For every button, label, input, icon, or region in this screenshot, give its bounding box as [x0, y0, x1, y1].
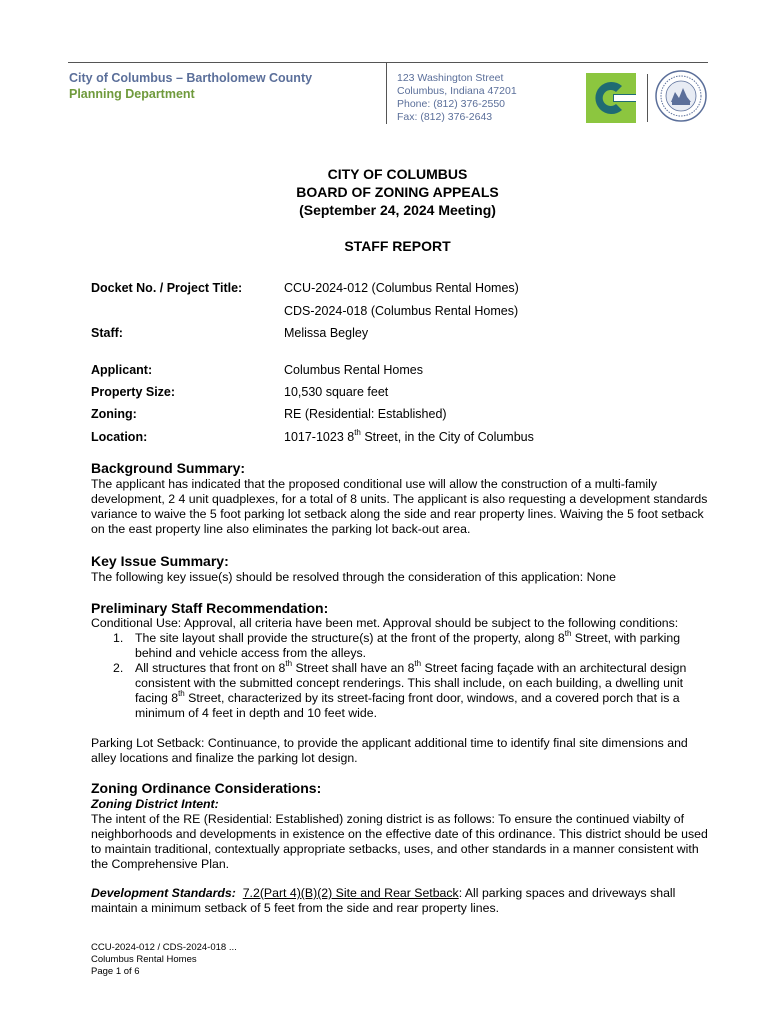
dev-standards-label: Development Standards: — [91, 886, 236, 900]
recommendation-intro: Conditional Use: Approval, all criteria have been met. Approval should be subject to the following conditions: — [91, 616, 679, 630]
district-intent-heading: Zoning District Intent: — [91, 797, 219, 811]
applicant-label: Applicant: — [91, 363, 153, 377]
staff-label: Staff: — [91, 326, 123, 340]
logo-divider — [647, 74, 648, 122]
background-text: The applicant has indicated that the proposed conditional use will allow the construction of a multi-family development, 2 4 unit quadplexes, for a total of 8 units. The applicant is also requesting a development standards variance to waive the 5 foot parking lot setback along the side and rear property lines. Waiving the 5 foot setback on the east property line also eliminates the parking lot back-out area. — [91, 477, 708, 536]
property-size-label: Property Size: — [91, 385, 176, 399]
address-phone: Phone: (812) 376-2550 — [397, 98, 505, 110]
recommendation-heading: Preliminary Staff Recommendation: — [91, 600, 329, 616]
zoning-label: Zoning: — [91, 407, 137, 421]
department-name: Planning Department — [69, 87, 195, 101]
district-intent-text: The intent of the RE (Residential: Established) zoning district is as follows: To ensure the continued viabilty of neighborhoods and developments in existence on the effective date of this ordinance. This district should be used to maintain traditional, contextually appropriate setbacks, uses, and other standards in a manner consistent with the Comprehensive Plan. — [91, 812, 708, 871]
header-divider — [386, 62, 387, 124]
sup: th — [285, 658, 293, 668]
applicant-value: Columbus Rental Homes — [284, 363, 423, 377]
dev-standards-body: : All parking spaces and driveways shall maintain a minimum setback of 5 feet from the side and rear property lines. — [91, 886, 676, 915]
background-heading: Background Summary: — [91, 460, 246, 476]
document-title-report: STAFF REPORT — [344, 238, 451, 254]
development-standards-text — [91, 886, 711, 916]
address-street: 123 Washington Street — [397, 72, 504, 84]
header-address — [397, 72, 517, 124]
condition-number: 1. — [113, 631, 124, 645]
sup: th — [414, 658, 422, 668]
zoning-value: RE (Residential: Established) — [284, 407, 447, 421]
staff-value: Melissa Begley — [284, 326, 369, 340]
location-label: Location: — [91, 430, 148, 444]
key-issue-heading: Key Issue Summary: — [91, 553, 229, 569]
docket-label: Docket No. / Project Title: — [91, 281, 243, 295]
ordinance-heading: Zoning Ordinance Considerations: — [91, 780, 322, 796]
text: Street facing façade with an architectural design consistent with the submitted concept renderings. This shall include, on each building, a dwelling unit facing 8 — [135, 661, 687, 705]
text: Street, characterized by its street-facing front door, windows, and a covered porch that is a minimum of 4 feet in depth and 10 feet wide. — [135, 691, 680, 720]
document-title-meeting: (September 24, 2024 Meeting) — [299, 202, 496, 218]
address-fax: Fax: (812) 376-2643 — [397, 111, 493, 123]
text: All structures that front on 8 — [135, 661, 286, 675]
footer-project: Columbus Rental Homes — [91, 954, 197, 965]
docket-value-cds: CDS-2024-018 (Columbus Rental Homes) — [284, 304, 519, 318]
document-title-city: CITY OF COLUMBUS — [327, 166, 468, 182]
text: Street shall have an 8 — [292, 661, 415, 675]
location-value — [284, 427, 534, 444]
page-footer — [91, 942, 237, 978]
dev-standards-reference: 7.2(Part 4)(B)(2) Site and Rear Setback — [242, 886, 459, 900]
text: Street, with parking behind and vehicle access from the alleys. — [135, 631, 681, 660]
sup: th — [564, 628, 572, 638]
columbus-logo-icon — [586, 73, 636, 123]
condition-text — [135, 658, 705, 721]
footer-docket: CCU-2024-012 / CDS-2024-018 ... — [91, 942, 237, 953]
location-sup: th — [354, 427, 361, 437]
header-rule — [68, 62, 708, 63]
address-city: Columbus, Indiana 47201 — [397, 85, 517, 97]
header-organization — [69, 70, 312, 102]
parking-setback-text: Parking Lot Setback: Continuance, to provide the applicant additional time to identify final site dimensions and alley locations and finalize the parking lot design. — [91, 736, 688, 765]
condition-text — [135, 628, 705, 661]
location-text-end: Street, in the City of Columbus — [360, 430, 534, 444]
city-seal-icon — [655, 70, 707, 122]
property-size-value: 10,530 square feet — [284, 385, 389, 399]
text: The site layout shall provide the structure(s) at the front of the property, along 8 — [135, 631, 565, 645]
docket-value-ccu: CCU-2024-012 (Columbus Rental Homes) — [284, 281, 519, 295]
org-name: City of Columbus – Bartholomew County — [69, 71, 313, 85]
key-issue-text: The following key issue(s) should be resolved through the consideration of this application: None — [91, 570, 616, 584]
document-title-board: BOARD OF ZONING APPEALS — [296, 184, 499, 200]
footer-page-number: Page 1 of 6 — [91, 966, 140, 977]
condition-number: 2. — [113, 661, 124, 675]
location-text: 1017-1023 8 — [284, 430, 355, 444]
sup: th — [178, 688, 185, 698]
